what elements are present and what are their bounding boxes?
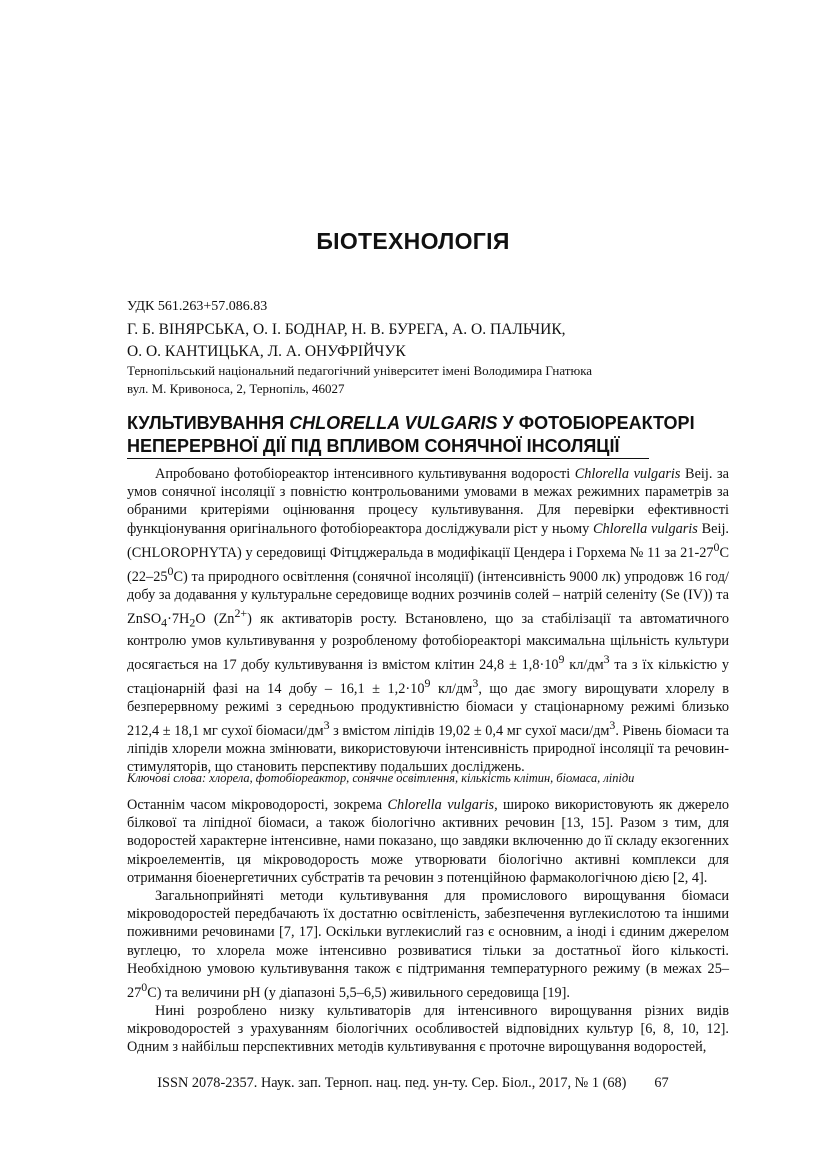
article-title-line-2: НЕПЕРЕРВНОЇ ДІЇ ПІД ВПЛИВОМ СОНЯЧНОЇ ІНСОЛЯЦІЇ (127, 435, 649, 459)
udk-code: УДК 561.263+57.086.83 (127, 299, 268, 314)
article-title (127, 412, 733, 459)
page-footer (0, 1075, 826, 1092)
abstract: Апробовано фотобіореактор інтенсивного культивування водорості Chlorella vulgaris Beij. за умов сонячної інсоляції з повністю контрольованими умовами в межах режимних параметрів за обраними критеріями оцінювання процесу культивування. Для перевірки ефективності функціонування оригінального фотобіореактора досліджували ріст у ньому Chlorella vulgaris Beij. (CHLOROPHYTA) у середовищі Фітцджеральда в модифікації Цендера і Горхема № 11 за $21-27^0С$ $(22-25^0С)$ та природного освітлення (сонячної інсоляції) (інтенсивність 9000 лк) упродовж 16 год/добу за додавання у культуральне середовище водних розчинів солей – натрій селеніту (Se (IV)) та $ZnSO_4\cdot 7H_2O$ $(Zn^{2+})$ як активаторів росту. Встановлено, що за стабілізації та автоматичного контролю умов культивування у розробленому фотобіореакторі максимальна щільність культури досягається на 17 добу культивування із вмістом клітин $24,8 \pm 1,8\cdot 10^9$ $кл/дм^3$ та з їх кількістю у стаціонарній фазі на 14 добу – $16,1 \pm 1,2\cdot 10^9$ $кл/дм^3$, що дає змогу вирощувати хлорелу в безперервному режимі з середньою продуктивністю біомаси у стаціонарному режимі близько 212,4 ± 18,1 мг сухої біомаси/$дм^3$ з вмістом ліпідів 19,02 ± 0,4 мг сухої маси/$дм^3$. Рівень біомаси та ліпідів хлорели можна змінювати, використовуючи інтенсивність природної інсоляції та речовин-стимуляторів, що становить перспективу подальших досліджень. (127, 466, 730, 776)
affiliation (127, 362, 727, 398)
affiliation-line-2: вул. М. Кривоноса, 2, Тернопіль, 46027 (127, 381, 345, 396)
article-title-line-1 (127, 412, 733, 435)
keywords: Ключові слова: хлорела, фотобіореактор, сонячне освітлення, кількість клітин, біомаса, ліпіди (127, 771, 635, 785)
body-paragraph-3: Нині розроблено низку культиваторів для інтенсивного вирощування різних видів мікроводоростей з урахуванням біологічних особливостей відповідних культур [6, 8, 10, 12]. Одним з найбільш перспективних методів культивування є проточне вирощування водоростей, (127, 1003, 729, 1056)
body-paragraph-2: Загальноприйняті методи культивування для промислового вирощування біомаси мікроводоростей передбачають їх достатню освітленість, забезпечення вуглекислотою та іншими поживними речовинами [7, 17]. Оскільки вуглекислий газ є основним, а іноді і єдиним джерелом вуглецю, то хлорела може інтенсивно розвиватися тільки за достатньої його кількості. Необхідною умовою культивування також є підтримання температурного режиму (в межах $25-27^0С$) та величини рН (у діапазоні 5,5–6,5) живильного середовища [19]. (127, 888, 729, 1001)
title-text: КУЛЬТИВУВАННЯ (127, 413, 290, 433)
affiliation-line-1: Тернопільський національний педагогічний університет імені Володимира Гнатюка (127, 363, 593, 378)
authors-line-2: О. О. КАНТИЦЬКА, Л. А. ОНУФРІЙЧУК (127, 343, 406, 360)
body-text (127, 796, 729, 1057)
title-text: У ФОТОБІОРЕАКТОРІ (497, 413, 695, 433)
title-species: CHLORELLA VULGARIS (289, 413, 498, 433)
authors (127, 319, 727, 363)
authors-line-1: Г. Б. ВІНЯРСЬКА, О. І. БОДНАР, Н. В. БУРЕГА, А. О. ПАЛЬЧИК, (127, 321, 566, 338)
journal-citation: ISSN 2078-2357. Наук. зап. Терноп. нац. пед. ун-ту. Сер. Біол., 2017, № 1 (68) (157, 1075, 627, 1091)
body-paragraph-1: Останнім часом мікроводорості, зокрема Chlorella vulgaris, широко використовують як джерело білкової та ліпідної біомаси, а також біологічно активних речовин [13, 15]. Разом з тим, для водоростей характерне інтенсивне, нами показано, що завдяки включенню до її складу екзогенних мікроелементів, ця мікроводорость може утворювати біологічно активні комплекси для отримання біоенергетичних субстратів та речовин з потенційною фармакологічною дією [2, 4]. (127, 797, 729, 886)
page-number: 67 (654, 1075, 669, 1091)
section-title: БІОТЕХНОЛОГІЯ (316, 228, 510, 254)
